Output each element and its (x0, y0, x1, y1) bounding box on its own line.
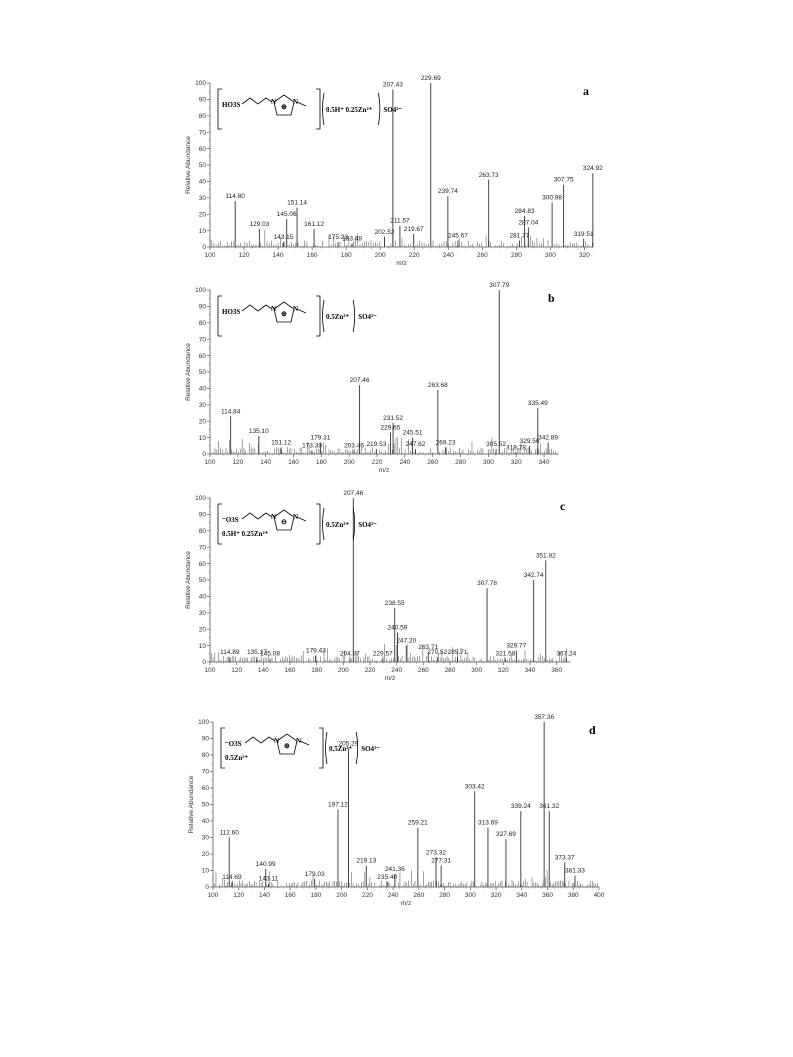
x-tick-label: 200 (343, 459, 355, 466)
sulfate-anion: SO4²⁻ (358, 521, 377, 529)
paren-right (378, 93, 380, 125)
peak-label: 135.10 (248, 427, 269, 435)
panel-letter: c (560, 499, 566, 513)
x-tick-label: 140 (257, 667, 269, 674)
peak-label: 197.12 (328, 801, 348, 809)
x-tick-label: 180 (310, 892, 322, 899)
peak-label: 263.73 (478, 171, 499, 179)
methyl-bond (297, 309, 306, 313)
peak-label: 231.52 (383, 414, 404, 422)
sulfonate-group: ⁻O3S (222, 516, 239, 524)
peak-label: 205.29 (338, 740, 359, 748)
paren-left (323, 300, 325, 332)
peak-label: 263.68 (427, 382, 448, 390)
y-tick-label: 20 (198, 211, 206, 219)
x-tick-label: 120 (232, 459, 244, 466)
x-tick-label: 140 (259, 892, 270, 899)
x-axis-title: m/z (378, 467, 390, 474)
y-tick-label: 0 (205, 884, 209, 892)
y-tick-label: 10 (198, 642, 206, 650)
peak-label: 285.71 (447, 649, 468, 657)
x-tick-label: 240 (387, 892, 399, 899)
y-tick-label: 20 (198, 418, 206, 426)
peak-label: 351.82 (535, 552, 556, 560)
peak-label: 219.53 (366, 441, 387, 449)
peak-label: 327.69 (496, 831, 516, 839)
structure-inset (218, 89, 402, 129)
peak-label: 313.69 (478, 819, 498, 827)
peak-label: 151.12 (271, 439, 292, 447)
peak-label: 143.15 (273, 234, 294, 242)
peak-label: 175.23 (328, 234, 349, 242)
y-tick-label: 40 (201, 818, 209, 826)
x-tick-label: 200 (337, 667, 349, 674)
peak-label: 114.84 (220, 408, 241, 416)
x-axis-title: m/z (396, 260, 407, 267)
bracket-left (218, 89, 222, 129)
y-tick-label: 90 (198, 303, 206, 311)
peak-label: 307.75 (553, 176, 574, 184)
y-axis-title: Relative Abundance (188, 775, 195, 834)
panel-letter: a (583, 84, 589, 98)
x-tick-label: 240 (399, 459, 411, 466)
y-tick-label: 30 (198, 610, 206, 617)
peak-label: 287.04 (518, 219, 539, 227)
x-tick-label: 260 (413, 892, 425, 899)
axes (210, 498, 570, 662)
peak-label: 381.33 (565, 867, 585, 875)
peak-label: 357.36 (534, 714, 555, 721)
peak-label: 179.31 (310, 434, 331, 442)
x-tick-label: 220 (371, 459, 383, 466)
peak-label: 114.69 (222, 874, 242, 882)
y-tick-label: 50 (201, 801, 209, 809)
peak-label: 329.77 (506, 642, 527, 650)
x-tick-label: 120 (238, 252, 250, 259)
y-tick-label: 30 (198, 402, 206, 409)
x-tick-label: 100 (204, 252, 216, 259)
x-tick-label: 360 (542, 892, 553, 899)
y-axis-title: Relative Abundance (185, 343, 192, 401)
y-tick-label: 90 (198, 96, 206, 104)
peak-label: 145.08 (260, 650, 281, 658)
sulfate-anion: SO4²⁻ (361, 745, 380, 753)
x-tick-label: 180 (315, 459, 327, 466)
peak-label: 204.87 (339, 650, 360, 658)
y-tick-label: 0 (202, 659, 206, 667)
peak-label: 145.06 (276, 211, 297, 219)
x-tick-label: 320 (510, 459, 522, 466)
x-tick-label: 320 (579, 252, 590, 259)
y-tick-label: 100 (198, 719, 209, 727)
nitrogen-1: N (274, 737, 280, 745)
peak-label: 303.42 (464, 783, 485, 791)
peak-label: 129.03 (249, 220, 270, 228)
x-tick-label: 100 (207, 892, 219, 899)
y-tick-label: 100 (195, 287, 206, 295)
peak-label: 259.21 (407, 819, 428, 827)
x-tick-label: 280 (444, 667, 456, 674)
nitrogen-3: N (293, 305, 299, 313)
y-tick-label: 0 (202, 451, 206, 459)
x-tick-label: 320 (490, 892, 502, 899)
peak-label: 140.99 (255, 860, 276, 868)
peak-label: 229.69 (420, 75, 441, 82)
y-tick-label: 60 (198, 352, 206, 360)
paren-left (323, 508, 325, 540)
x-tick-label: 260 (427, 459, 439, 466)
bracket-left (221, 728, 225, 768)
y-tick-label: 40 (198, 593, 206, 601)
bracket-left (218, 296, 222, 336)
peak-label: 263.71 (418, 644, 439, 652)
peak-label: 207.46 (343, 490, 364, 497)
methyl-bond (297, 517, 306, 521)
bracket-right (316, 504, 320, 544)
peak-label: 183.48 (342, 235, 363, 243)
x-tick-label: 300 (482, 459, 494, 466)
peak-label: 245.67 (448, 232, 468, 240)
y-tick-label: 10 (198, 227, 206, 235)
noise-peaks (212, 230, 593, 247)
y-tick-label: 80 (198, 528, 206, 535)
peak-label: 202.52 (374, 229, 395, 237)
x-tick-label: 320 (497, 667, 509, 674)
x-tick-label: 160 (306, 252, 318, 259)
x-tick-label: 160 (284, 667, 296, 674)
charge-symbol: ⊕ (281, 103, 287, 111)
counter-ion: 0.5H⁺ 0.25Zn²⁺ (326, 106, 373, 114)
panel-letter: b (548, 291, 555, 305)
methyl-bond (297, 102, 306, 106)
x-tick-label: 340 (524, 667, 536, 674)
peak-label: 284.83 (514, 207, 535, 215)
bracket-right (316, 89, 320, 129)
y-tick-label: 0 (202, 244, 206, 252)
peak-label: 342.74 (523, 572, 544, 579)
peak-label: 173.30 (302, 442, 322, 450)
y-tick-label: 80 (198, 320, 206, 327)
peak-label: 239.74 (437, 188, 458, 196)
peak-label: 319.51 (573, 230, 594, 238)
structure-inset (221, 728, 380, 768)
x-tick-label: 180 (311, 667, 323, 674)
x-tick-label: 140 (260, 459, 272, 466)
x-axis-title: m/z (384, 675, 396, 682)
x-tick-label: 400 (593, 892, 605, 899)
peak-label: 335.49 (527, 400, 548, 408)
peak-label: 319.78 (505, 444, 526, 452)
sulfonate-group: ⁻O3S (225, 740, 242, 748)
y-axis-title: Relative Abundance (185, 551, 192, 609)
x-axis-title: m/z (400, 900, 412, 907)
propyl-chain (242, 513, 272, 519)
x-tick-label: 220 (364, 667, 376, 674)
counter-ion-inner: 0.5Zn²⁺ (225, 754, 249, 762)
y-tick-label: 100 (195, 80, 206, 88)
x-tick-label: 360 (551, 667, 563, 674)
peak-label: 240.59 (387, 624, 408, 632)
x-tick-label: 260 (417, 667, 429, 674)
peak-label: 241.36 (384, 865, 405, 873)
peak-label: 114.89 (220, 649, 240, 657)
methyl-bond (300, 741, 309, 745)
x-tick-label: 280 (455, 459, 466, 466)
y-axis-title: Relative Abundance (185, 136, 192, 194)
peak-label: 373.37 (554, 854, 575, 862)
y-tick-label: 30 (201, 834, 209, 842)
sulfate-anion: SO4²⁻ (358, 313, 377, 321)
x-tick-label: 300 (545, 252, 556, 259)
x-tick-label: 180 (340, 252, 352, 259)
y-tick-label: 10 (198, 434, 206, 442)
propyl-chain (242, 305, 272, 311)
peak-label: 238.55 (384, 599, 405, 607)
peak-label: 161.12 (304, 220, 324, 228)
paren-left (323, 93, 325, 125)
spectrum-c (185, 490, 577, 682)
y-tick-label: 90 (201, 735, 209, 743)
peak-label: 179.43 (305, 647, 326, 655)
y-tick-label: 10 (201, 867, 209, 875)
nitrogen-3: N (293, 513, 299, 521)
peak-label: 219.67 (403, 225, 424, 233)
x-tick-label: 100 (204, 459, 216, 466)
peak-label: 367.24 (556, 650, 577, 658)
peak-label: 245.51 (402, 429, 423, 437)
peak-label: 270.52 (427, 649, 448, 657)
peak-label: 281.77 (509, 232, 530, 240)
nitrogen-3: N (296, 737, 302, 745)
peak-label: 307.79 (489, 282, 510, 289)
peak-label: 229.57 (372, 650, 393, 658)
y-tick-label: 80 (201, 752, 209, 760)
paren-right (353, 300, 355, 332)
peak-label: 247.62 (405, 441, 426, 449)
peak-label: 269.23 (435, 439, 456, 447)
y-tick-label: 20 (198, 626, 206, 634)
y-tick-label: 60 (198, 560, 206, 568)
peak-label: 112.60 (219, 829, 239, 837)
bracket-right (316, 296, 320, 336)
x-tick-label: 220 (361, 892, 373, 899)
y-tick-label: 100 (195, 495, 206, 503)
peak-label: 229.65 (380, 424, 401, 432)
x-tick-label: 220 (408, 252, 420, 259)
structure-inset (218, 296, 377, 336)
y-tick-label: 30 (198, 195, 206, 202)
y-tick-label: 50 (198, 162, 206, 170)
counter-ion: 0.5Zn²⁺ (326, 521, 350, 529)
y-tick-label: 70 (198, 129, 206, 137)
x-tick-label: 100 (204, 667, 216, 674)
x-tick-label: 280 (439, 892, 451, 899)
peak-label: 321.58 (495, 650, 516, 658)
charge-symbol: ⊕ (281, 310, 287, 318)
peak-label: 207.46 (349, 377, 370, 385)
x-tick-label: 380 (567, 892, 579, 899)
peak-label: 203.46 (344, 442, 364, 450)
peak-label: 235.40 (377, 874, 398, 882)
x-tick-label: 200 (374, 252, 386, 259)
counter-ion: 0.5Zn²⁺ (329, 745, 353, 753)
x-tick-label: 160 (284, 892, 296, 899)
peak-label: 329.56 (519, 437, 540, 445)
spectrum-b (185, 282, 558, 474)
peak-label: 247.20 (396, 637, 417, 645)
counter-ion-inner: 0.5H⁺ 0.25Zn²⁺ (222, 530, 269, 538)
propyl-chain (242, 98, 272, 104)
x-tick-label: 240 (442, 252, 454, 259)
sulfonate-group: HO3S (222, 101, 241, 109)
peak-label: 342.89 (538, 434, 559, 442)
peak-label: 114.80 (225, 193, 245, 201)
y-tick-label: 80 (198, 113, 206, 120)
sulfonate-group: HO3S (222, 308, 241, 316)
x-tick-label: 160 (288, 459, 299, 466)
x-tick-label: 140 (272, 252, 284, 259)
peak-label: 307.78 (477, 580, 497, 588)
x-tick-label: 340 (538, 459, 550, 466)
y-tick-label: 50 (198, 369, 206, 377)
y-tick-label: 20 (201, 851, 209, 859)
nitrogen-3: N (293, 98, 299, 106)
y-tick-label: 60 (198, 145, 206, 153)
peak-label: 143.11 (258, 875, 279, 883)
peak-label: 135.17 (246, 649, 267, 657)
paren-left (326, 732, 328, 764)
y-tick-label: 40 (198, 178, 206, 186)
x-tick-label: 200 (336, 892, 348, 899)
x-tick-label: 120 (231, 667, 243, 674)
y-tick-label: 70 (198, 544, 206, 552)
x-tick-label: 240 (391, 667, 403, 674)
peak-label: 207.43 (382, 81, 403, 89)
x-tick-label: 300 (464, 892, 476, 899)
paren-right (356, 732, 358, 764)
spectrum-a (185, 75, 603, 267)
x-tick-label: 260 (476, 252, 488, 259)
nitrogen-1: N (271, 513, 277, 521)
x-tick-label: 120 (233, 892, 245, 899)
bracket-left (218, 504, 222, 544)
peak-label: 361.32 (539, 803, 560, 811)
peak-label: 324.92 (582, 165, 603, 173)
propyl-chain (245, 737, 275, 743)
peak-label: 273.32 (426, 849, 446, 857)
charge-symbol: ⊕ (284, 742, 290, 750)
x-tick-label: 280 (510, 252, 522, 259)
nitrogen-1: N (271, 305, 277, 313)
y-tick-label: 70 (201, 768, 209, 776)
y-tick-label: 70 (198, 336, 206, 344)
peak-label: 339.24 (510, 803, 531, 811)
peak-label: 179.03 (304, 870, 325, 878)
nitrogen-1: N (271, 98, 277, 106)
peak-label: 219.13 (356, 857, 377, 865)
sulfate-anion: SO4²⁻ (383, 106, 403, 114)
charge-symbol: ⊖ (281, 518, 287, 526)
counter-ion: 0.5Zn²⁺ (326, 313, 350, 321)
y-tick-label: 40 (198, 385, 206, 393)
y-tick-label: 90 (198, 511, 206, 519)
peak-label: 300.98 (542, 194, 563, 202)
y-tick-label: 60 (201, 785, 209, 793)
bracket-right (319, 728, 323, 768)
x-tick-label: 340 (516, 892, 528, 899)
peak-label: 211.57 (390, 217, 410, 225)
peak-label: 305.52 (486, 441, 507, 449)
peak-label: 277.31 (431, 857, 452, 865)
panel-letter: d (589, 723, 596, 737)
spectrum-d (188, 714, 605, 907)
y-tick-label: 50 (198, 577, 206, 585)
peak-label: 151.14 (287, 199, 307, 207)
x-tick-label: 300 (471, 667, 483, 674)
